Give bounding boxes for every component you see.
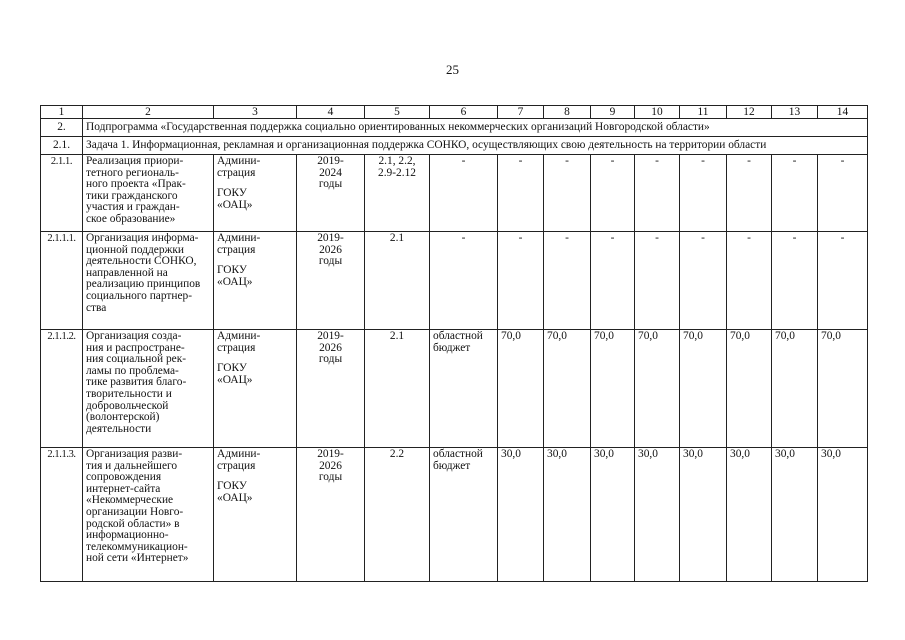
funding-source xyxy=(430,448,498,582)
funding-value: - xyxy=(498,155,544,232)
funding-value: - xyxy=(818,232,868,330)
executor-goku: ГОКУ «ОАЦ» xyxy=(217,187,253,211)
funding-value: 70,0 xyxy=(680,330,727,448)
column-number: 7 xyxy=(498,106,544,119)
funding-value: - xyxy=(772,232,818,330)
table-row xyxy=(41,448,868,582)
funding-value: - xyxy=(772,155,818,232)
executor-administration: Админи- страция xyxy=(217,448,261,472)
column-number: 8 xyxy=(544,106,591,119)
funding-value: 70,0 xyxy=(544,330,591,448)
activity-name xyxy=(83,155,214,232)
funding-value: 70,0 xyxy=(591,330,635,448)
target-indicators xyxy=(365,448,430,582)
activity-name xyxy=(83,330,214,448)
executor-administration: Админи- страция xyxy=(217,232,261,256)
funding-value: - xyxy=(818,155,868,232)
column-number: 1 xyxy=(41,106,83,119)
activity-name xyxy=(83,448,214,582)
term-years-text: 2019- 2026 годы xyxy=(317,330,344,366)
row-number: 2.1.1.1. xyxy=(41,232,83,330)
funding-value: 30,0 xyxy=(727,448,772,582)
executor-goku: ГОКУ «ОАЦ» xyxy=(217,480,253,504)
column-number: 5 xyxy=(365,106,430,119)
funding-value: - xyxy=(727,155,772,232)
subprogram-title: Подпрограмма «Государственная поддержка социально ориентированных некоммерческих организаций Новгородской области» xyxy=(83,119,868,137)
funding-value: 70,0 xyxy=(818,330,868,448)
funding-value: 30,0 xyxy=(498,448,544,582)
executor-administration: Админи- страция xyxy=(217,155,261,179)
column-number: 2 xyxy=(83,106,214,119)
subprogram-number: 2. xyxy=(41,119,83,137)
target-indicators-text: 2.1 xyxy=(389,330,405,342)
target-indicators xyxy=(365,232,430,330)
term-years xyxy=(297,155,365,232)
row-number: 2.1.1.3. xyxy=(41,448,83,582)
row-number: 2.1.1. xyxy=(41,155,83,232)
activity-name-text: Организация разви- тия и дальнейшего сопровождения интернет-сайта «Некоммерческие организации Новго- родской области» в информационно- телекоммуникацион- ной сети «Интернет» xyxy=(86,448,189,565)
funding-value: 70,0 xyxy=(498,330,544,448)
table-row xyxy=(41,232,868,330)
funding-source-text: областной бюджет xyxy=(433,448,483,472)
column-number: 10 xyxy=(635,106,680,119)
activity-name-text: Реализация приори- тетного региональ- ного проекта «Прак- тики гражданского участия и граждан- ское образование» xyxy=(86,155,186,225)
program-table xyxy=(40,105,868,582)
term-years xyxy=(297,330,365,448)
funding-value: - xyxy=(544,155,591,232)
funding-value: - xyxy=(591,155,635,232)
funding-source: - xyxy=(430,155,498,232)
executor-cell xyxy=(214,232,297,330)
page-number: 25 xyxy=(446,62,459,77)
executor-cell xyxy=(214,330,297,448)
funding-value: - xyxy=(544,232,591,330)
funding-value: - xyxy=(727,232,772,330)
term-years xyxy=(297,448,365,582)
task-number: 2.1. xyxy=(41,137,83,155)
funding-value: 70,0 xyxy=(635,330,680,448)
funding-value: 30,0 xyxy=(635,448,680,582)
funding-value: 30,0 xyxy=(591,448,635,582)
funding-value: 30,0 xyxy=(818,448,868,582)
column-number: 6 xyxy=(430,106,498,119)
term-years-text: 2019- 2026 годы xyxy=(317,448,344,484)
target-indicators-text: 2.1 xyxy=(389,232,405,244)
target-indicators xyxy=(365,155,430,232)
column-number: 4 xyxy=(297,106,365,119)
column-number: 13 xyxy=(772,106,818,119)
column-number: 12 xyxy=(727,106,772,119)
column-number: 3 xyxy=(214,106,297,119)
task-title: Задача 1. Информационная, рекламная и организационная поддержка СОНКО, осуществляющих свою деятельность на территории области xyxy=(83,137,868,155)
executor-goku: ГОКУ «ОАЦ» xyxy=(217,264,253,288)
funding-value: - xyxy=(498,232,544,330)
funding-source: - xyxy=(430,232,498,330)
funding-value: 70,0 xyxy=(772,330,818,448)
funding-source xyxy=(430,330,498,448)
target-indicators-text: 2.2 xyxy=(389,448,405,460)
subprogram-row xyxy=(41,119,868,137)
executor-cell xyxy=(214,448,297,582)
task-row xyxy=(41,137,868,155)
executor-administration: Админи- страция xyxy=(217,330,261,354)
funding-value: - xyxy=(635,232,680,330)
column-number: 11 xyxy=(680,106,727,119)
funding-value: - xyxy=(680,155,727,232)
table-row xyxy=(41,155,868,232)
funding-value: 30,0 xyxy=(544,448,591,582)
activity-name-text: Организация созда- ния и распростране- ния социальной рек- ламы по проблема- тике развития благо- творительности и добровольческой (волонтерской) деятельности xyxy=(86,330,187,435)
column-number: 9 xyxy=(591,106,635,119)
funding-value: 30,0 xyxy=(680,448,727,582)
term-years-text: 2019- 2026 годы xyxy=(317,232,344,268)
term-years xyxy=(297,232,365,330)
funding-value: 70,0 xyxy=(727,330,772,448)
executor-goku: ГОКУ «ОАЦ» xyxy=(217,362,253,386)
funding-value: - xyxy=(591,232,635,330)
target-indicators xyxy=(365,330,430,448)
table-row xyxy=(41,330,868,448)
funding-source-text: областной бюджет xyxy=(433,330,483,354)
funding-value: - xyxy=(680,232,727,330)
activity-name-text: Организация информа- ционной поддержки деятельности СОНКО, направленной на реализацию принципов социального партнер- ства xyxy=(86,232,201,314)
funding-value: 30,0 xyxy=(772,448,818,582)
target-indicators-text: 2.1, 2.2, 2.9-2.12 xyxy=(378,155,416,179)
executor-cell xyxy=(214,155,297,232)
activity-name xyxy=(83,232,214,330)
column-number-row xyxy=(41,106,868,119)
funding-value: - xyxy=(635,155,680,232)
row-number: 2.1.1.2. xyxy=(41,330,83,448)
term-years-text: 2019- 2024 годы xyxy=(317,155,344,191)
column-number: 14 xyxy=(818,106,868,119)
